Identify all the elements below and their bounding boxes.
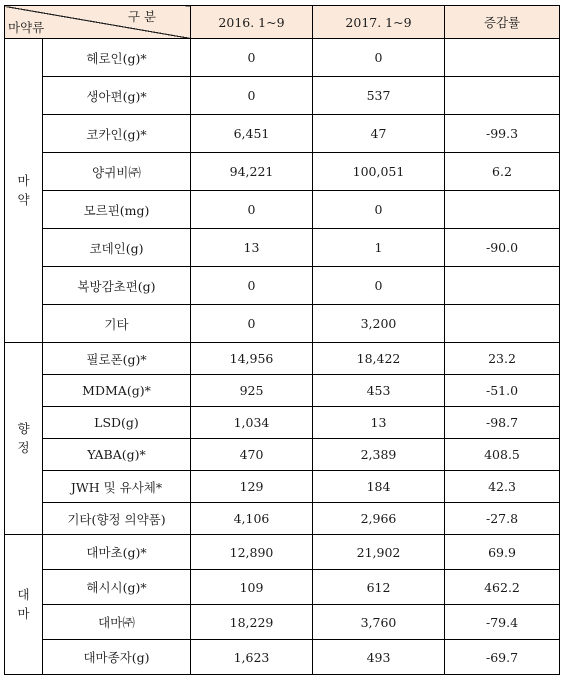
value-2016-cell: 94,221: [191, 153, 313, 191]
table-row: [5, 115, 560, 153]
item-name-cell: 생아편(g)*: [43, 77, 191, 115]
item-name-cell: 코카인(g)*: [43, 115, 191, 153]
value-2017-cell: 0: [313, 39, 445, 77]
change-rate-cell: 6.2: [445, 153, 560, 191]
value-2017-cell: 612: [313, 570, 445, 605]
category-char: 정: [17, 439, 30, 455]
change-rate-cell: -99.3: [445, 115, 560, 153]
value-2016-cell: 14,956: [191, 343, 313, 375]
column-header-2016: 2016. 1~9: [191, 6, 313, 39]
change-rate-cell: 23.2: [445, 343, 560, 375]
item-name-cell: 필로폰(g)*: [43, 343, 191, 375]
value-2017-cell: 47: [313, 115, 445, 153]
item-name-cell: 기타: [43, 305, 191, 343]
value-2016-cell: 13: [191, 229, 313, 267]
table-row: [5, 503, 560, 535]
value-2017-cell: 2,966: [313, 503, 445, 535]
category-char: 마: [17, 605, 30, 621]
item-name-cell: 기타(향정 의약품): [43, 503, 191, 535]
value-2016-cell: 6,451: [191, 115, 313, 153]
table-row: [5, 375, 560, 407]
value-2016-cell: 0: [191, 39, 313, 77]
table-row: [5, 153, 560, 191]
value-2016-cell: 12,890: [191, 535, 313, 570]
value-2016-cell: 109: [191, 570, 313, 605]
change-rate-cell: [445, 305, 560, 343]
change-rate-cell: -51.0: [445, 375, 560, 407]
value-2017-cell: 1: [313, 229, 445, 267]
value-2016-cell: 0: [191, 77, 313, 115]
change-rate-cell: -27.8: [445, 503, 560, 535]
table-row: [5, 570, 560, 605]
table-row: [5, 407, 560, 439]
value-2017-cell: 537: [313, 77, 445, 115]
value-2017-cell: 100,051: [313, 153, 445, 191]
table-row: [5, 77, 560, 115]
category-cell-narcotics: [5, 39, 43, 343]
change-rate-cell: 42.3: [445, 471, 560, 503]
change-rate-cell: -69.7: [445, 640, 560, 675]
column-header-2017: 2017. 1~9: [313, 6, 445, 39]
value-2017-cell: 21,902: [313, 535, 445, 570]
value-2016-cell: 129: [191, 471, 313, 503]
value-2017-cell: 13: [313, 407, 445, 439]
item-name-cell: JWH 및 유사체*: [43, 471, 191, 503]
category-char: 대: [17, 587, 30, 603]
value-2017-cell: 453: [313, 375, 445, 407]
change-rate-cell: [445, 191, 560, 229]
item-name-cell: 대마종자(g): [43, 640, 191, 675]
table-row: [5, 535, 560, 570]
value-2017-cell: 0: [313, 191, 445, 229]
category-cell-psychotropics: [5, 343, 43, 535]
table-row: [5, 640, 560, 675]
item-name-cell: 대마㈜: [43, 605, 191, 640]
column-header-change-rate: 증감률: [445, 6, 560, 39]
value-2016-cell: 925: [191, 375, 313, 407]
item-name-cell: 헤로인(g)*: [43, 39, 191, 77]
value-2017-cell: 2,389: [313, 439, 445, 471]
category-char: 향: [17, 421, 30, 437]
value-2017-cell: 3,200: [313, 305, 445, 343]
category-char: 약: [17, 191, 30, 207]
table-row: [5, 39, 560, 77]
change-rate-cell: -79.4: [445, 605, 560, 640]
value-2016-cell: 0: [191, 305, 313, 343]
change-rate-cell: 408.5: [445, 439, 560, 471]
value-2017-cell: 0: [313, 267, 445, 305]
corner-header-cell: [5, 6, 191, 39]
change-rate-cell: -90.0: [445, 229, 560, 267]
table-row: [5, 471, 560, 503]
item-name-cell: 모르핀(mg): [43, 191, 191, 229]
value-2016-cell: 1,034: [191, 407, 313, 439]
header-row: [5, 6, 560, 39]
value-2017-cell: 184: [313, 471, 445, 503]
corner-label-drug-type: 마약류: [8, 20, 45, 35]
item-name-cell: 양귀비㈜: [43, 153, 191, 191]
change-rate-cell: [445, 77, 560, 115]
item-name-cell: 코데인(g): [43, 229, 191, 267]
table-row: [5, 229, 560, 267]
change-rate-cell: 69.9: [445, 535, 560, 570]
item-name-cell: MDMA(g)*: [43, 375, 191, 407]
table-row: [5, 343, 560, 375]
table-row: [5, 191, 560, 229]
table-row: [5, 605, 560, 640]
change-rate-cell: [445, 267, 560, 305]
item-name-cell: LSD(g): [43, 407, 191, 439]
table-row: [5, 439, 560, 471]
value-2016-cell: 4,106: [191, 503, 313, 535]
value-2016-cell: 470: [191, 439, 313, 471]
value-2016-cell: 0: [191, 191, 313, 229]
change-rate-cell: -98.7: [445, 407, 560, 439]
value-2017-cell: 18,422: [313, 343, 445, 375]
category-cell-cannabis: [5, 535, 43, 675]
item-name-cell: YABA(g)*: [43, 439, 191, 471]
table-row: [5, 305, 560, 343]
item-name-cell: 해시시(g)*: [43, 570, 191, 605]
item-name-cell: 대마초(g)*: [43, 535, 191, 570]
value-2017-cell: 3,760: [313, 605, 445, 640]
value-2016-cell: 18,229: [191, 605, 313, 640]
corner-label-category: 구 분: [127, 9, 156, 24]
change-rate-cell: [445, 39, 560, 77]
value-2017-cell: 493: [313, 640, 445, 675]
table-row: [5, 267, 560, 305]
drug-seizure-table: [4, 5, 560, 675]
item-name-cell: 복방감초편(g): [43, 267, 191, 305]
value-2016-cell: 1,623: [191, 640, 313, 675]
value-2016-cell: 0: [191, 267, 313, 305]
category-char: 마: [17, 173, 30, 189]
change-rate-cell: 462.2: [445, 570, 560, 605]
